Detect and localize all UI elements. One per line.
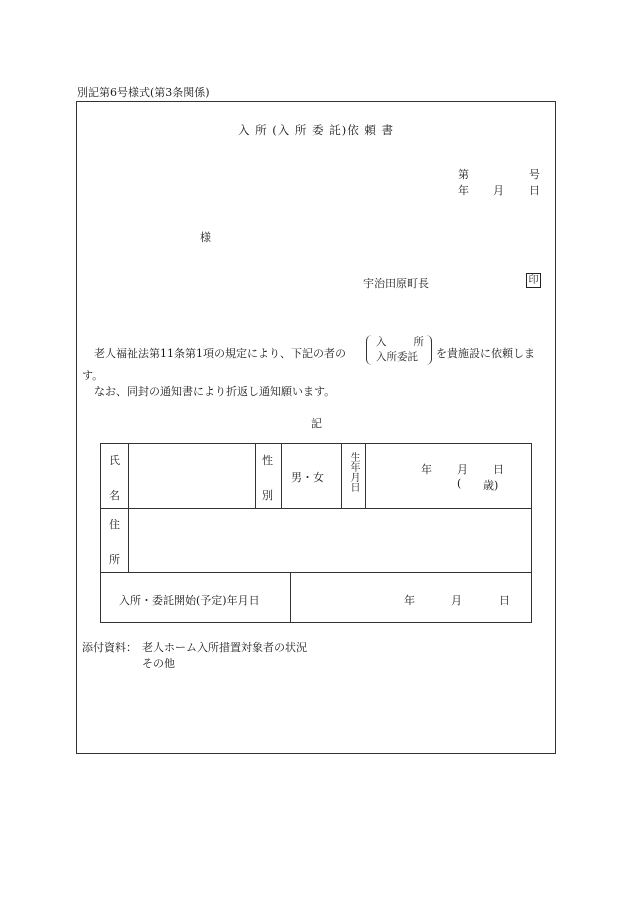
sex-label-bottom: 別	[262, 489, 273, 502]
birth-day: 日	[493, 463, 504, 476]
ki-heading: 記	[311, 417, 322, 430]
brace-nyu: 入	[376, 336, 387, 348]
brace-right	[425, 335, 432, 365]
brace-left	[366, 335, 373, 365]
start-year: 年	[404, 594, 415, 607]
attachment-item-2: その他	[142, 657, 175, 670]
form-number-label: 別記第6号様式(第3条関係)	[77, 86, 210, 99]
birth-year: 年	[421, 463, 432, 476]
brace-options	[366, 335, 432, 367]
birth-month: 月	[457, 463, 468, 476]
start-day: 日	[499, 594, 510, 607]
body-line3: なお、同封の通知書により折返し通知願います。	[94, 385, 336, 398]
date-month: 月	[493, 184, 504, 197]
issuer-name: 宇治田原町長	[363, 277, 429, 290]
body-line2: す。	[82, 369, 104, 382]
age-close: 歳)	[483, 479, 499, 492]
date-year: 年	[458, 184, 469, 197]
start-month: 月	[451, 594, 462, 607]
attachment-item-1: 老人ホーム入所措置対象者の状況	[142, 641, 307, 654]
info-table	[100, 443, 532, 623]
address-label-top: 住	[109, 518, 120, 531]
birthdate-label-text: 生年月日	[348, 452, 359, 492]
addressee-suffix: 様	[200, 231, 211, 244]
sex-options[interactable]: 男・女	[291, 471, 324, 484]
birthdate-label	[347, 452, 359, 492]
body-line1-post: を貴施設に依頼しま	[436, 347, 535, 360]
brace-option-itaku: 入所委託	[376, 351, 418, 363]
brace-option-nyusho	[376, 335, 424, 350]
doc-number-go: 号	[529, 168, 540, 181]
age-open: (	[457, 477, 462, 490]
name-label-bottom: 名	[109, 489, 120, 502]
attachments-label: 添付資料：	[82, 641, 137, 654]
body-line1-pre: 老人福祉法第11条第1項の規定により、下記の者の	[94, 347, 346, 360]
brace-sho: 所	[413, 336, 424, 348]
seal-stamp: 印	[526, 273, 541, 288]
address-label-bottom: 所	[109, 553, 120, 566]
document-title: 入 所 (入 所 委 託)依 頼 書	[237, 123, 395, 137]
date-day: 日	[529, 184, 540, 197]
doc-number-dai: 第	[458, 168, 469, 181]
name-label-top: 氏	[109, 454, 120, 467]
sex-label-top: 性	[262, 454, 273, 467]
start-date-label: 入所・委託開始(予定)年月日	[119, 594, 260, 607]
